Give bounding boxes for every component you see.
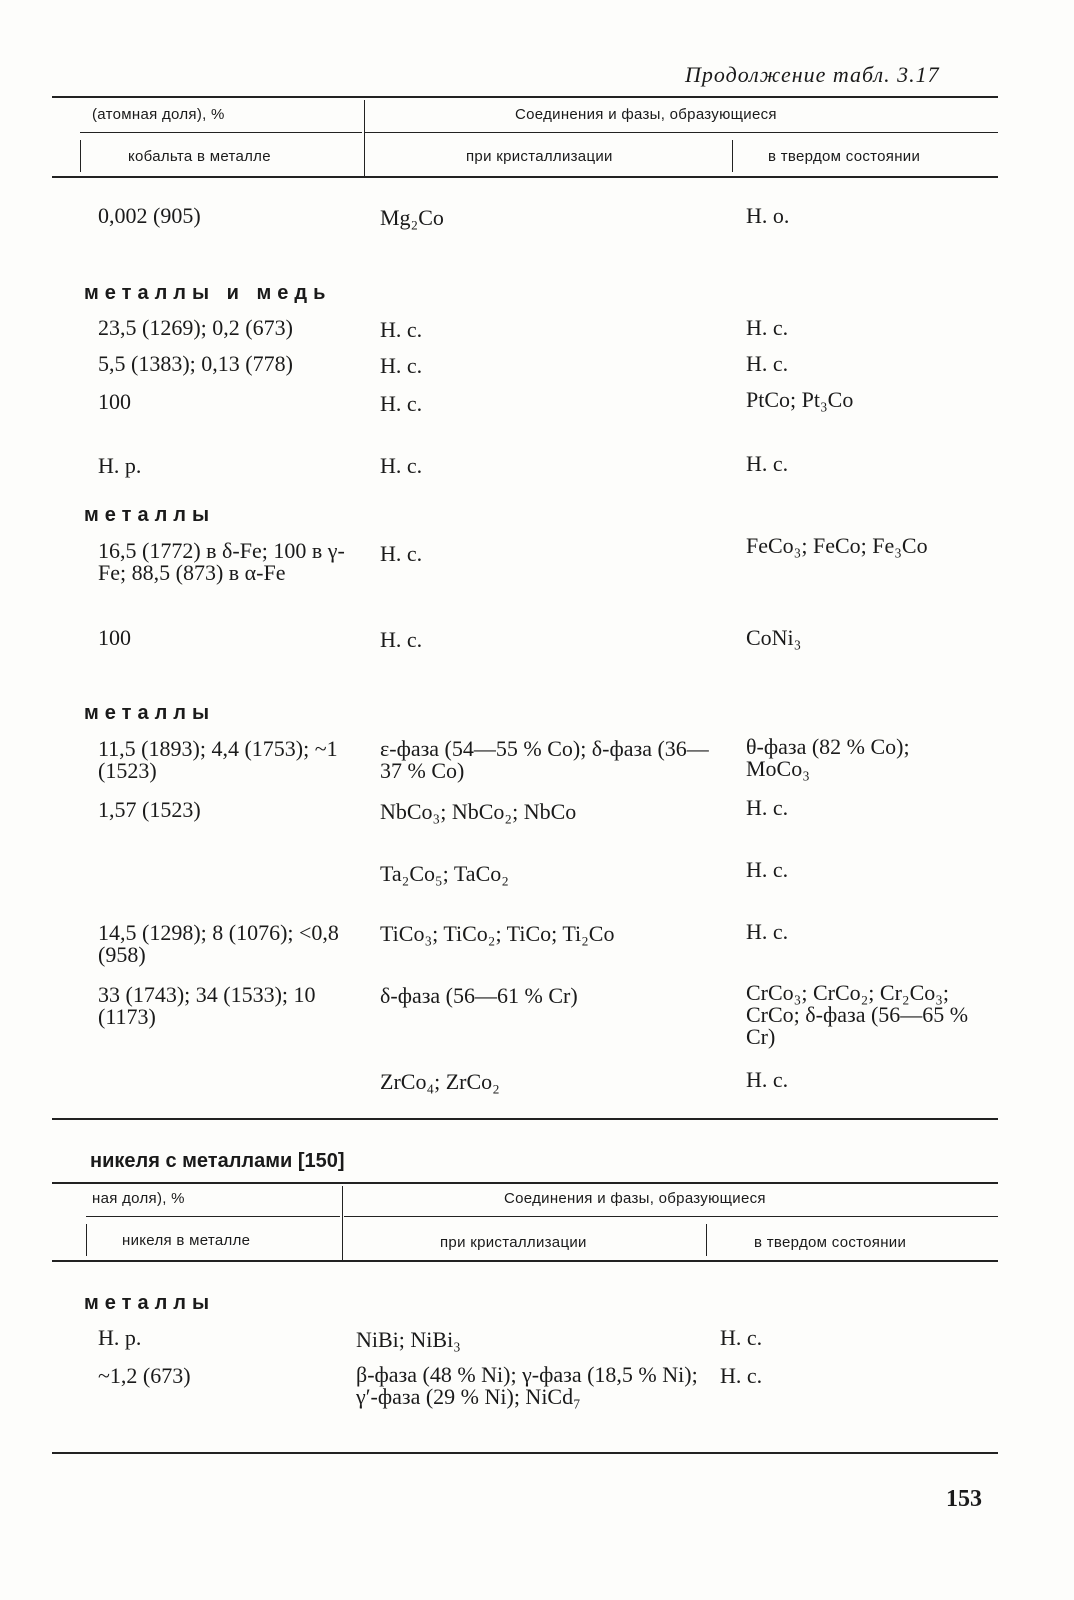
table2-header-col1-bottom: никеля в металле — [122, 1232, 251, 1249]
table-cell: Н. с. — [746, 857, 789, 882]
table-cell: Н. с. — [746, 1067, 789, 1092]
table2-title: никеля с металлами [150] — [90, 1150, 345, 1172]
table-cell: CrCo₃; CrCo₂; Cr₂Co₃; CrCo; δ-фаза (56—65 % Cr) — [746, 980, 969, 1049]
table1-header-col1-bottom: кобальта в металле — [128, 148, 271, 165]
table-cell: Н. с. — [746, 795, 789, 820]
table-cell: Н. с. — [720, 1363, 763, 1388]
table2-header-col2: при кристаллизации — [440, 1234, 587, 1251]
table-cell: 0,002 (905) — [98, 203, 201, 228]
table-cell: 16,5 (1772) в δ-Fe; 100 в γ-Fe; 88,5 (873) в α-Fe — [98, 538, 345, 585]
table-cell: 14,5 (1298); 8 (1076); <0,8 (958) — [98, 920, 339, 967]
section-label: металлы — [84, 702, 216, 724]
table-cell: 33 (1743); 34 (1533); 10 (1173) — [98, 982, 316, 1029]
table-cell: PtCo; Pt₃Co — [746, 387, 854, 412]
table1-header-subrule-left — [80, 132, 362, 133]
section-label: металлы и медь — [84, 282, 332, 304]
table2-top-rule — [52, 1182, 998, 1184]
table-cell: Н. с. — [746, 919, 789, 944]
table-cell: 23,5 (1269); 0,2 (673) — [98, 315, 293, 340]
table2-header-divider-main — [342, 1186, 343, 1260]
table-cell: 11,5 (1893); 4,4 (1753); ~1 (1523) — [98, 736, 338, 783]
table-cell: NiBi; NiBi₃ — [356, 1327, 461, 1352]
table-cell: Н. с. — [380, 627, 423, 652]
table1-header-divider-main — [364, 100, 365, 176]
table-cell: Н. с. — [380, 453, 423, 478]
page-number: 153 — [946, 1486, 982, 1512]
table-cell: ZrCo₄; ZrCo₂ — [380, 1069, 500, 1094]
table2-bottom-rule — [52, 1452, 998, 1454]
table2-header-subrule-left — [86, 1216, 340, 1217]
table1-header-group: Соединения и фазы, образующиеся — [515, 106, 777, 123]
table-cell: CoNi₃ — [746, 625, 802, 650]
table-cell: 100 — [98, 625, 131, 650]
table-cell: Н. с. — [746, 451, 789, 476]
table-cell: NbCo₃; NbCo₂; NbCo — [380, 799, 577, 824]
table2-header-divider-left — [86, 1224, 87, 1256]
table-cell: β-фаза (48 % Ni); γ-фаза (18,5 % Ni); γ′-фаза (29 % Ni); NiCd₇ — [356, 1362, 698, 1409]
table-cell: TiCo₃; TiCo₂; TiCo; Ti₂Co — [380, 921, 615, 946]
table2-header-col1-top: ная доля), % — [92, 1190, 185, 1207]
table-cell: 1,57 (1523) — [98, 797, 201, 822]
table-cell: θ-фаза (82 % Co); MoCo₃ — [746, 734, 910, 781]
section-label: металлы — [84, 1292, 216, 1314]
table-cell: FeCo₃; FeCo; Fe₃Co — [746, 533, 928, 558]
table-cell: δ-фаза (56—61 % Cr) — [380, 983, 578, 1008]
table-cell: 100 — [98, 389, 131, 414]
table-cell: Н. р. — [98, 453, 142, 478]
table-cell: Н. о. — [746, 203, 790, 228]
table2-header-group: Соединения и фазы, образующиеся — [504, 1190, 766, 1207]
table-cell: Н. с. — [720, 1325, 763, 1350]
table1-bottom-rule — [52, 1118, 998, 1120]
table1-header-bottom-rule — [52, 176, 998, 178]
table1-header-subrule-right — [365, 132, 998, 133]
table1-top-rule — [52, 96, 998, 98]
table-cell: Н. с. — [380, 353, 423, 378]
table-cell: Н. с. — [746, 315, 789, 340]
table2-header-col3: в твердом состоянии — [754, 1234, 907, 1251]
table-cell: 5,5 (1383); 0,13 (778) — [98, 351, 293, 376]
table-cell: ~1,2 (673) — [98, 1363, 191, 1388]
table-cell: Н. с. — [380, 317, 423, 342]
table-cell: Ta₂Co₅; TaCo₂ — [380, 861, 509, 886]
table1-header-col3: в твердом состоянии — [768, 148, 921, 165]
table-cell: Н. с. — [380, 541, 423, 566]
table-cell: Н. р. — [98, 1325, 142, 1350]
table-cell: ε-фаза (54—55 % Co); δ-фаза (36—37 % Co) — [380, 736, 709, 783]
table-cell: Н. с. — [380, 391, 423, 416]
table2-header-bottom-rule — [52, 1260, 998, 1262]
table1-header-col2: при кристаллизации — [466, 148, 613, 165]
section-label: металлы — [84, 504, 216, 526]
table1-header-divider-left — [80, 140, 81, 172]
table1-header-col1-top: (атомная доля), % — [92, 106, 225, 123]
table-caption: Продолжение табл. 3.17 — [685, 62, 940, 87]
table2-header-divider-sub — [706, 1224, 707, 1256]
table-cell: Mg₂Co — [380, 205, 444, 230]
table2-header-subrule-right — [344, 1216, 998, 1217]
table1-header-divider-sub — [732, 140, 733, 172]
table-cell: Н. с. — [746, 351, 789, 376]
